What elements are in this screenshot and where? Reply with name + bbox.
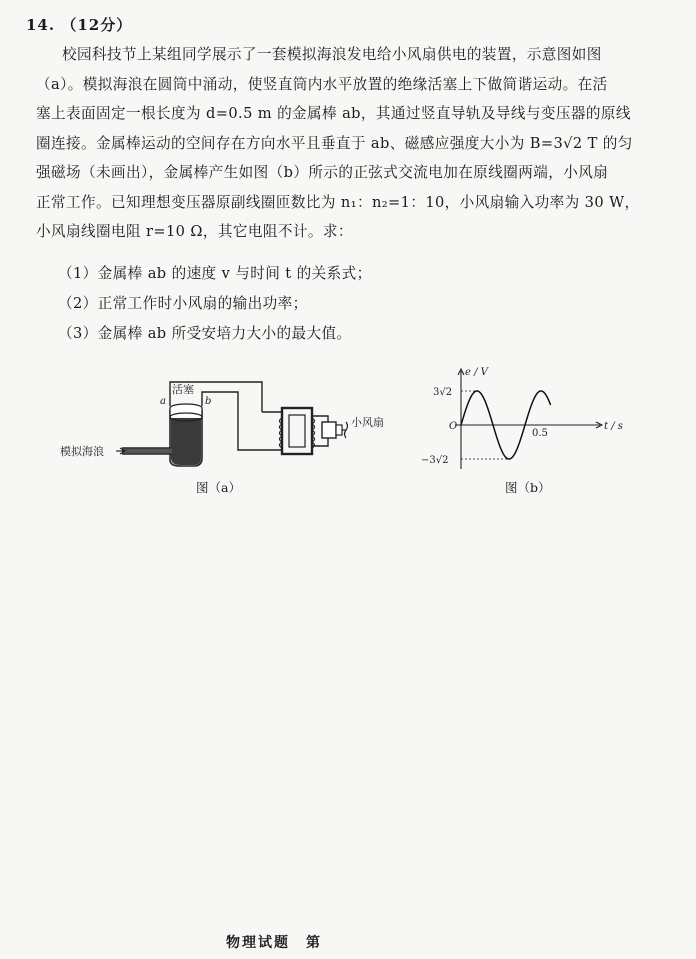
label-fan: 小风扇 <box>351 416 384 429</box>
subquestion-1: （1）金属棒 ab 的速度 v 与时间 t 的关系式； <box>58 265 372 282</box>
subquestion-3: （3）金属棒 ab 所受安培力大小的最大值。 <box>58 325 352 342</box>
body-line: 正常工作。已知理想变压器原副线圈匝数比为 n₁：n₂=1：10，小风扇输入功率为 30 W， <box>36 193 640 211</box>
y-max-label: 3√2 <box>433 387 453 398</box>
body-line: 圈连接。金属棒运动的空间存在方向水平且垂直于 ab、磁感应强度大小为 B=3√2 T 的匀 <box>36 134 633 152</box>
label-wave: 模拟海浪 <box>60 445 104 458</box>
label-a: a <box>160 396 166 407</box>
wire-right-rail <box>202 392 282 450</box>
x-tick-label: 0.5 <box>532 428 548 439</box>
body-line: 小风扇线圈电阻 r=10 Ω，其它电阻不计。求： <box>36 223 353 240</box>
inlet-water <box>122 449 172 454</box>
body-line: 校园科技节上某组同学展示了一套模拟海浪发电给小风扇供电的装置，示意图如图 <box>62 46 602 63</box>
water-fill <box>171 418 201 465</box>
caption-b: 图（b） <box>505 480 551 495</box>
subquestion-2: （2）正常工作时小风扇的输出功率； <box>58 295 308 312</box>
figure-b-graph <box>415 365 625 475</box>
y-min-label: −3√2 <box>421 455 449 466</box>
transformer-window <box>289 415 305 447</box>
question-points: （12分） <box>61 16 133 34</box>
origin-label: O <box>449 421 458 432</box>
body-line: （a）。模拟海浪在圆筒中涌动，使竖直筒内水平放置的绝缘活塞上下做简谐运动。在活 <box>36 75 608 93</box>
question-number: 14. <box>26 16 56 34</box>
page-footer: 物理试题 第 <box>226 935 322 951</box>
question-header <box>26 14 132 35</box>
label-piston: 活塞 <box>172 383 194 396</box>
caption-a: 图（a） <box>196 480 241 495</box>
body-line: 塞上表面固定一根长度为 d=0.5 m 的金属棒 ab，其通过竖直导轨及导线与变压器的原线 <box>36 105 631 122</box>
y-axis-label: e / V <box>465 367 488 378</box>
label-b: b <box>205 396 212 407</box>
figure-a-apparatus <box>60 360 400 495</box>
fan-shaft <box>336 425 342 435</box>
fan-motor <box>322 422 336 438</box>
question-body <box>36 40 666 247</box>
body-line: 强磁场（未画出），金属棒产生如图（b）所示的正弦式交流电加在原线圈两端，小风扇 <box>36 164 609 181</box>
x-axis-label: t / s <box>604 421 623 432</box>
